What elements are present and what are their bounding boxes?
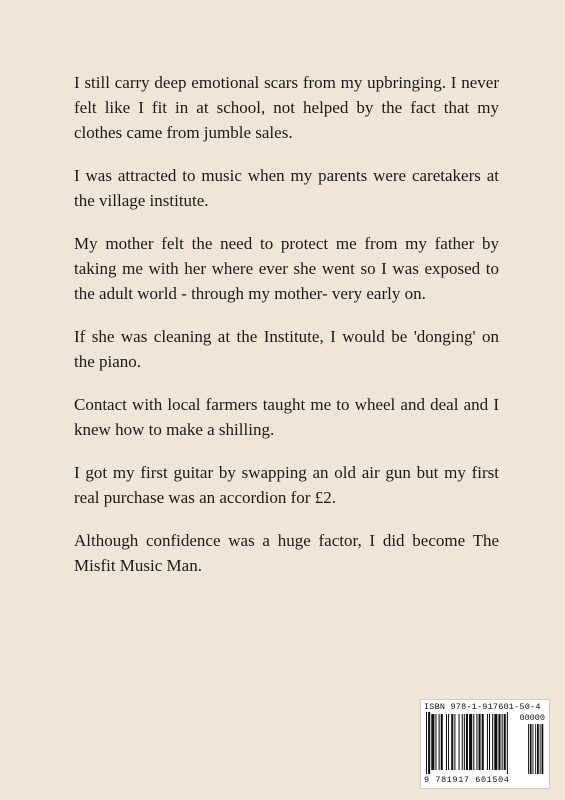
barcode-addon-bar <box>533 724 534 774</box>
barcode-bar <box>454 714 455 770</box>
barcode-bar <box>435 714 436 770</box>
paragraph-7: Although confidence was a huge factor, I did become The Misfit Music Man. <box>74 531 499 575</box>
barcode-bar <box>439 714 440 770</box>
barcode-bar <box>494 714 497 770</box>
barcode-addon-bar <box>540 724 541 774</box>
paragraph-6: I got my first guitar by swapping an old air gun but my first real purchase was an accordion for £2. <box>74 463 499 507</box>
blurb-text <box>74 70 499 596</box>
barcode-addon-bar <box>542 724 544 774</box>
barcode-addon-bar <box>535 724 536 774</box>
barcode-addon-bar <box>528 724 529 774</box>
barcode-bar <box>466 714 468 770</box>
barcode-bar <box>462 714 463 770</box>
barcode-bar <box>451 714 453 770</box>
barcode-bar <box>482 714 484 770</box>
paragraph-3: My mother felt the need to protect me from my father by taking me with her where ever she went so I was exposed to the adult world - through my mother- very early on. <box>74 234 499 303</box>
barcode-bar <box>446 714 447 770</box>
barcode-bar <box>502 714 503 770</box>
barcode-bar <box>489 714 490 770</box>
barcode-bars <box>424 712 546 774</box>
paragraph-5: Contact with local farmers taught me to wheel and deal and I knew how to make a shilling. <box>74 395 499 439</box>
paragraph-1: I still carry deep emotional scars from my upbringing. I never felt like I fit in at school, not helped by the fact that my clothes came from jumble sales. <box>74 73 499 142</box>
barcode-bar <box>479 714 481 770</box>
barcode-bar <box>431 714 434 770</box>
paragraph-2: I was attracted to music when my parents were caretakers at the village institute. <box>74 166 499 210</box>
barcode-addon-bar <box>537 724 539 774</box>
ean-digits: 9 781917 601504 <box>424 775 510 785</box>
barcode-bar <box>441 714 443 770</box>
barcode-bar <box>498 714 500 770</box>
barcode-bar <box>428 712 430 774</box>
isbn-barcode <box>420 699 550 789</box>
barcode-bar <box>459 714 460 770</box>
barcode-bar <box>487 714 488 770</box>
barcode-bar <box>476 714 477 770</box>
barcode-bar <box>507 712 508 774</box>
barcode-addon-bar <box>530 724 532 774</box>
barcode-addon-digits: 00000 <box>519 713 545 723</box>
barcode-bar <box>469 714 472 770</box>
isbn-text: ISBN 978-1-917601-50-4 <box>424 702 541 712</box>
barcode-bar <box>426 712 427 774</box>
barcode-bar <box>473 714 474 770</box>
barcode-bar <box>492 714 493 770</box>
barcode-bar <box>448 714 449 770</box>
barcode-bar <box>504 714 506 770</box>
barcode-bar <box>464 714 465 770</box>
paragraph-4: If she was cleaning at the Institute, I would be 'donging' on the piano. <box>74 327 499 371</box>
